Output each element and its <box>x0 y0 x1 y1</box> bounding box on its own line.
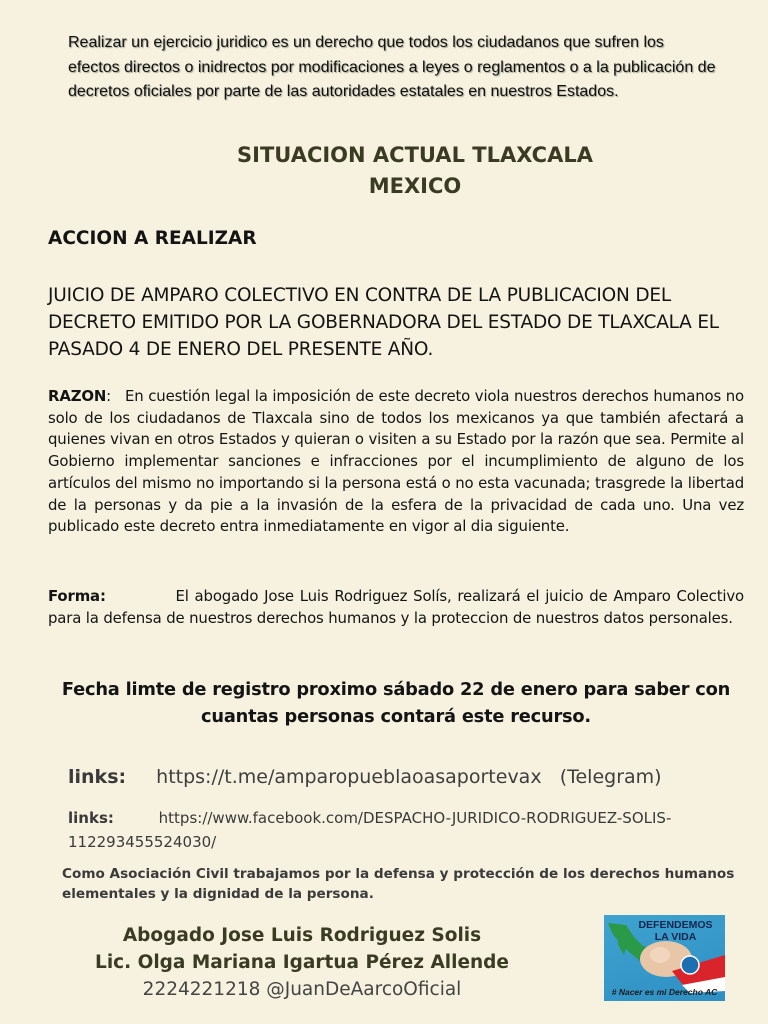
razon-text: En cuestión legal la imposición de este decreto viola nuestros derechos humanos no solo de los ciudadanos de Tlaxcala sino de todos los mexicanos ya que también afectará a quienes vivan en otros Estados y quieran o visiten a su Estado por la razón que sea. Permite al Gobierno implementar sanciones e infracciones por el incumplimiento de alguno de los artículos del mismo no importando si la persona está o no esta vacunada; trasgrede la libertad de la personas y da pie a la invasión de la esfera de la privacidad de cada uno. Una vez publicado este decreto entra inmediatamente en vigor al dia siguiente. <box>48 387 744 536</box>
logo-heading <box>628 919 723 943</box>
link-label: links: <box>68 809 114 827</box>
association-statement: Como Asociación Civil trabajamos por la defensa y protección de los derechos humanos elementales y la dignidad de la persona. <box>62 866 735 902</box>
link-label: links: <box>68 766 127 788</box>
signature-contact: 2224221218 @JuanDeAarcoOficial <box>142 979 462 1000</box>
razon-label: RAZON <box>48 387 107 405</box>
deadline-notice <box>40 676 752 730</box>
title-line-1: SITUACION ACTUAL TLAXCALA <box>237 143 593 167</box>
defendemos-la-vida-logo <box>604 915 725 1001</box>
signature-block <box>82 922 522 1003</box>
forma-text: El abogado Jose Luis Rodriguez Solís, realizará el juicio de Amparo Colectivo para la defensa de nuestros derechos humanos y la proteccion de nuestros datos personales. <box>48 587 745 627</box>
telegram-link[interactable]: https://t.me/amparopueblaoasaportevax <box>156 766 542 788</box>
facebook-link[interactable]: https://www.facebook.com/DESPACHO-JURIDICO-RODRIGUEZ-SOLIS-112293455524030/ <box>68 809 672 851</box>
forma-label: Forma: <box>48 587 106 605</box>
title-line-2: MEXICO <box>368 174 462 198</box>
telegram-note: (Telegram) <box>559 766 662 788</box>
telegram-link-row <box>68 766 662 788</box>
intro-paragraph: Realizar un ejercicio juridico es un derecho que todos los ciudadanos que sufren los efectos directos o inidrectos por modificaciones a leyes o reglamentos o a la publicación de decretos oficiales por parte de las autoridades estatales en nuestros Estados. <box>68 34 716 100</box>
signature-name-2: Lic. Olga Mariana Igartua Pérez Allende <box>95 952 509 973</box>
logo-heading-line-1: DEFENDEMOS <box>638 919 713 931</box>
deadline-line-2: cuantas personas contará este recurso. <box>201 706 591 727</box>
signature-name-1: Abogado Jose Luis Rodriguez Solis <box>122 925 482 946</box>
logo-heading-line-2: LA VIDA <box>654 931 697 943</box>
deadline-line-1: Fecha limte de registro proximo sábado 22 de enero para saber con <box>61 679 731 700</box>
action-heading: ACCION A REALIZAR <box>48 228 257 249</box>
page-title <box>160 140 670 202</box>
logo-slogan: # Nacer es mi Derecho AC <box>611 987 718 997</box>
action-body: JUICIO DE AMPARO COLECTIVO EN CONTRA DE LA PUBLICACION DEL DECRETO EMITIDO POR LA GOBERNADORA DEL ESTADO DE TLAXCALA EL PASADO 4 DE ENERO DEL PRESENTE AÑO. <box>48 285 719 360</box>
razon-paragraph: RAZON: En cuestión legal la imposición de este decreto viola nuestros derechos humanos no solo de los ciudadanos de Tlaxcala sino de todos los mexicanos ya que también afectará a quienes vivan en otros Estados y quieran o visiten a su Estado por la razón que sea. Permite al Gobierno implementar sanciones e infracciones por el incumplimiento de alguno de los artículos del mismo no importando si la persona está o no esta vacunada; trasgrede la libertad de la personas y da pie a la invasión de la esfera de la privacidad de cada uno. Una vez publicado este decreto entra inmediatamente en vigor al dia siguiente. <box>48 387 744 536</box>
facebook-link-row <box>68 806 758 854</box>
forma-paragraph <box>48 586 744 629</box>
